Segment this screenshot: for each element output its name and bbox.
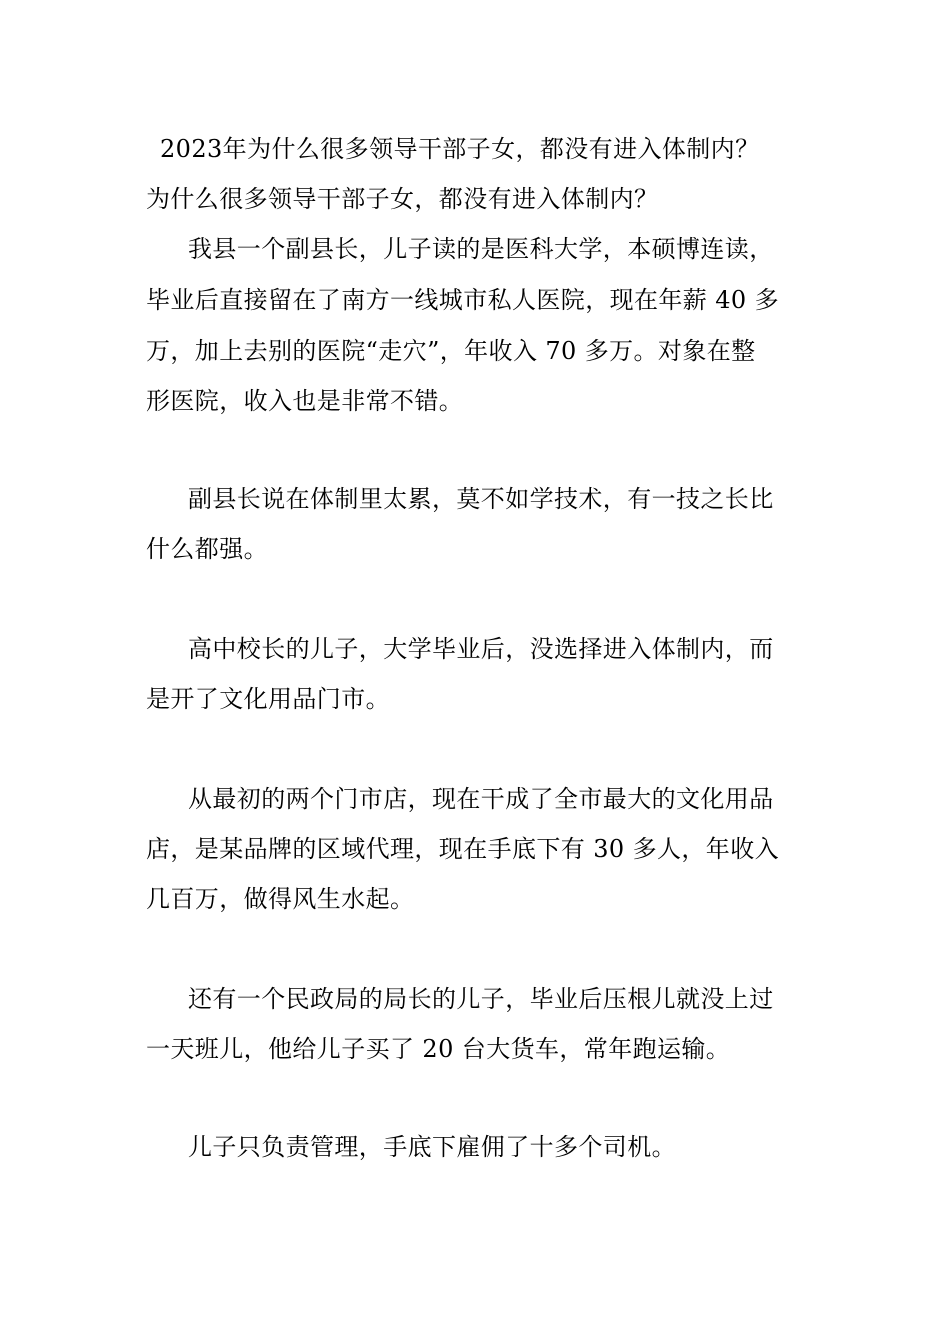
paragraph-5-line-2: 一天班儿，他给儿子买了 20 台大货车，常年跑运输。	[146, 1035, 731, 1063]
paragraph-2-line-2: 什么都强。	[146, 535, 268, 563]
paragraph-4-line-1: 从最初的两个门市店，现在干成了全市最大的文化用品	[188, 785, 774, 813]
paragraph-3-line-2: 是开了文化用品门市。	[146, 685, 390, 713]
paragraph-5-line-1: 还有一个民政局的局长的儿子，毕业后压根儿就没上过	[188, 985, 774, 1013]
paragraph-1-line-2: 毕业后直接留在了南方一线城市私人医院，现在年薪 40 多	[146, 286, 779, 314]
paragraph-2-line-1: 副县长说在体制里太累，莫不如学技术，有一技之长比	[188, 485, 774, 513]
paragraph-1-line-4: 形医院，收入也是非常不错。	[146, 387, 464, 415]
paragraph-1-line-1: 我县一个副县长，儿子读的是医科大学，本硕博连读，	[188, 235, 774, 263]
paragraph-6-line-1: 儿子只负责管理，手底下雇佣了十多个司机。	[188, 1133, 676, 1161]
paragraph-4-line-3: 几百万，做得风生水起。	[146, 885, 415, 913]
document-subtitle: 为什么很多领导干部子女，都没有进入体制内？	[146, 185, 659, 213]
paragraph-4-line-2: 店，是某品牌的区域代理，现在手底下有 30 多人，年收入	[146, 835, 779, 863]
document-title: 2023年为什么很多领导干部子女，都没有进入体制内？	[160, 135, 760, 163]
paragraph-3-line-1: 高中校长的儿子，大学毕业后，没选择进入体制内，而	[188, 635, 774, 663]
paragraph-1-line-3: 万，加上去别的医院“走穴”，年收入 70 多万。对象在整	[146, 337, 756, 365]
